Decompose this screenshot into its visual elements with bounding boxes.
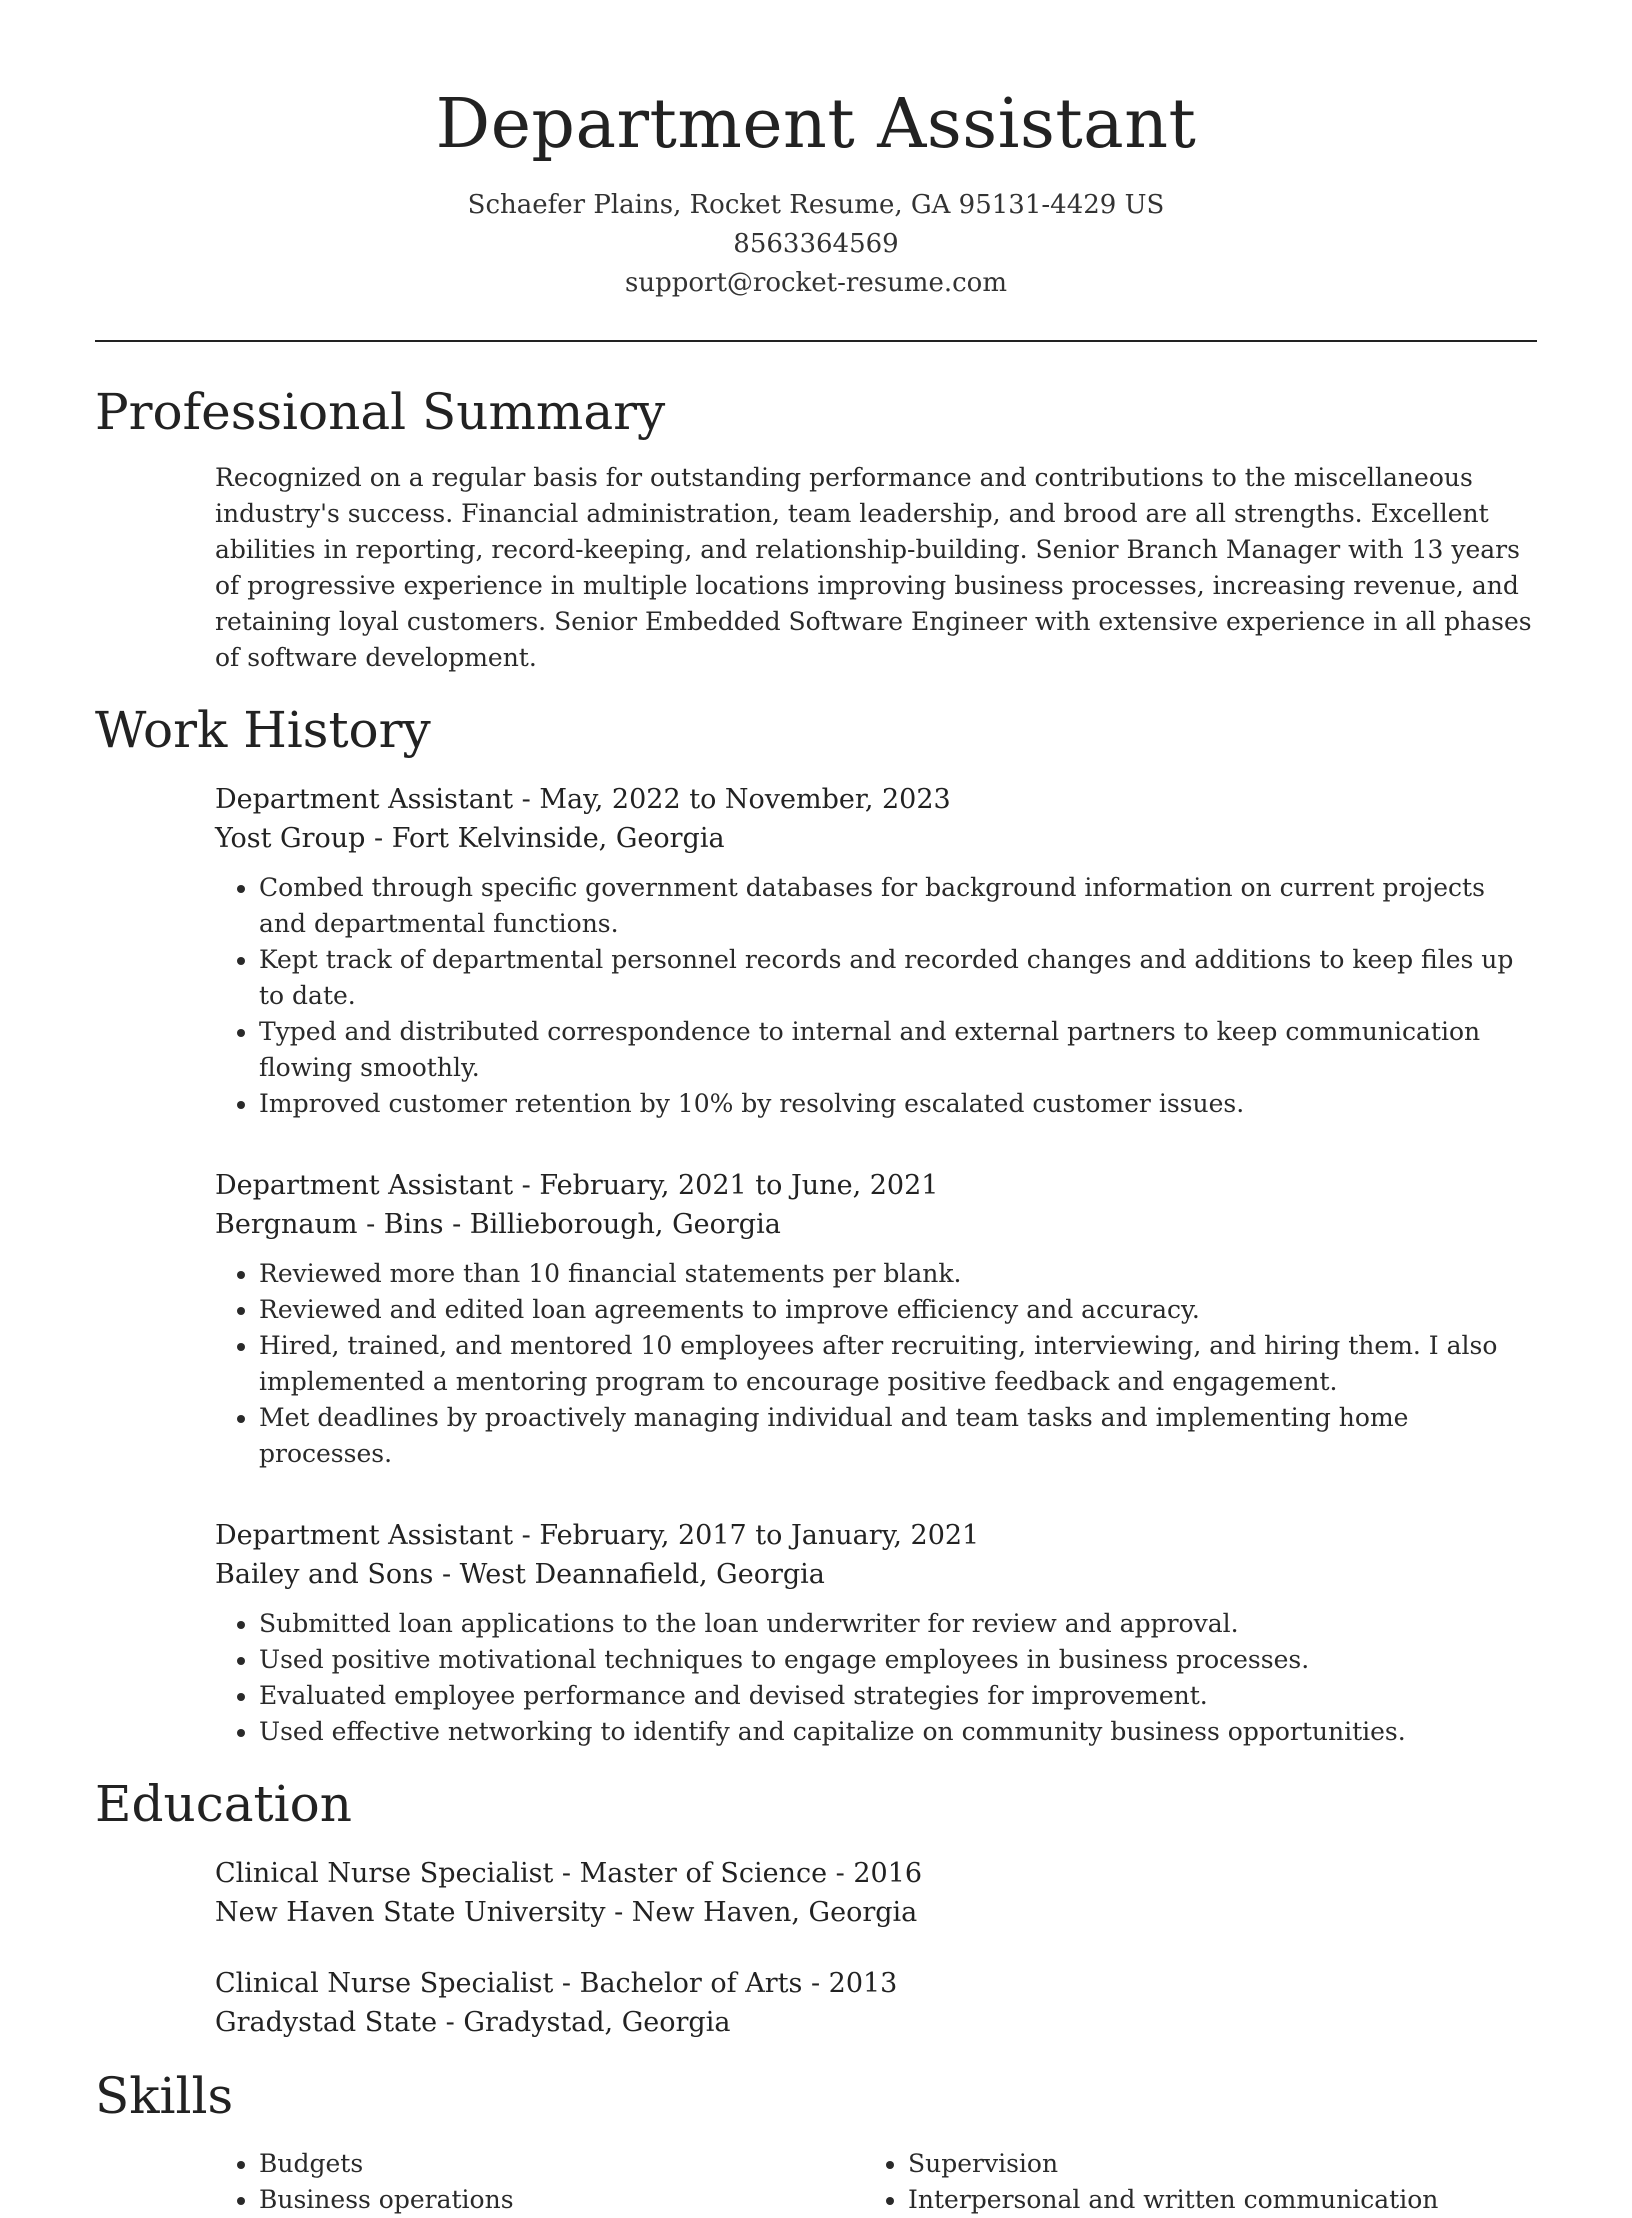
job-company-line: [215, 1555, 1537, 1594]
contact-block: [95, 186, 1537, 303]
degree-line: [215, 1854, 1537, 1893]
job-dates: - May, 2022 to November, 2023: [513, 783, 951, 815]
job-location: - Billieborough, Georgia: [443, 1208, 781, 1240]
degree: Clinical Nurse Specialist - Bachelor of Arts: [215, 1967, 803, 1999]
job-bullet: • Hired, trained, and mentored 10 employees after recruiting, interviewing, and hiring them. I also implemented a mentoring program to encourage positive feedback and engagement.: [259, 1328, 1537, 1400]
job-entry: [215, 780, 1537, 1122]
job-location: - West Deannafield, Georgia: [433, 1558, 825, 1590]
school-line: [215, 2003, 1537, 2042]
candidate-name: Department Assistant: [435, 85, 1197, 164]
job-dates: - February, 2021 to June, 2021: [513, 1169, 939, 1201]
job-bullet: • Used positive motivational techniques to engage employees in business processes.: [259, 1642, 1537, 1678]
job-bullet: • Used effective networking to identify and capitalize on community business opportunities.: [259, 1714, 1537, 1750]
summary-text: Recognized on a regular basis for outstanding performance and contributions to the miscellaneous industry's success. Financial administration, team leadership, and brood are all strengths. Excellent abilities in reporting, record-keeping, and relationship-building. Senior Branch Manager with 13 years of progressive experience in multiple locations improving business processes, increasing revenue, and retaining loyal customers. Senior Embedded Software Engineer with extensive experience in all phases of software development.: [215, 462, 1532, 672]
job-dates: - February, 2017 to January, 2021: [513, 1519, 980, 1551]
education-heading: Education: [95, 1774, 352, 1833]
resume-header: [95, 0, 1537, 303]
work-history-heading: Work History: [95, 700, 431, 759]
skill-item: • Business operations: [259, 2182, 864, 2218]
graduation-year: - 2016: [827, 1857, 923, 1889]
job-company: Bailey and Sons: [215, 1558, 434, 1590]
job-title-line: [215, 1516, 1537, 1555]
job-bullet: • Submitted loan applications to the loan underwriter for review and approval.: [259, 1606, 1537, 1642]
job-bullets: [215, 1256, 1537, 1472]
school-name: Gradystad State: [215, 2006, 438, 2038]
skills-heading: Skills: [95, 2066, 234, 2125]
job-title-line: [215, 1166, 1537, 1205]
job-bullet: • Improved customer retention by 10% by resolving escalated customer issues.: [259, 1086, 1537, 1122]
skills-right-column: [864, 2146, 1513, 2218]
job-entry: [215, 1166, 1537, 1472]
job-bullets: [215, 870, 1537, 1122]
job-bullet: • Met deadlines by proactively managing individual and team tasks and implementing home processes.: [259, 1400, 1537, 1472]
job-company: Yost Group: [215, 822, 366, 854]
work-history-section: [95, 700, 1537, 1750]
job-company: Bergnaum - Bins: [215, 1208, 444, 1240]
contact-phone: 8563364569: [733, 228, 899, 259]
skills-columns: [215, 2146, 1537, 2218]
job-title: Department Assistant: [215, 783, 514, 815]
job-bullet: • Kept track of departmental personnel records and recorded changes and additions to keep files up to date.: [259, 942, 1537, 1014]
job-title: Department Assistant: [215, 1169, 514, 1201]
job-bullet: • Combed through specific government databases for background information on current projects and departmental functions.: [259, 870, 1537, 942]
job-bullet: • Reviewed more than 10 financial statements per blank.: [259, 1256, 1537, 1292]
contact-address: Schaefer Plains, Rocket Resume, GA 95131-4429 US: [467, 189, 1165, 220]
job-entry: [215, 1516, 1537, 1750]
education-entry: [215, 1964, 1537, 2042]
school-line: [215, 1893, 1537, 1932]
job-bullet: • Typed and distributed correspondence to internal and external partners to keep communication flowing smoothly.: [259, 1014, 1537, 1086]
school-name: New Haven State University: [215, 1896, 606, 1928]
job-title: Department Assistant: [215, 1519, 514, 1551]
school-location: - New Haven, Georgia: [605, 1896, 918, 1928]
skill-item: • Budgets: [259, 2146, 864, 2182]
job-company-line: [215, 819, 1537, 858]
degree: Clinical Nurse Specialist - Master of Science: [215, 1857, 828, 1889]
job-company-line: [215, 1205, 1537, 1244]
contact-email: support@rocket-resume.com: [624, 267, 1007, 298]
graduation-year: - 2013: [802, 1967, 898, 1999]
degree-line: [215, 1964, 1537, 2003]
skills-left-column: [215, 2146, 864, 2218]
skill-item: • Supervision: [908, 2146, 1513, 2182]
education-section: [95, 1774, 1537, 2042]
summary-section: [95, 382, 1537, 676]
job-bullet: • Evaluated employee performance and devised strategies for improvement.: [259, 1678, 1537, 1714]
job-bullets: [215, 1606, 1537, 1750]
job-title-line: [215, 780, 1537, 819]
skill-item: • Interpersonal and written communication: [908, 2182, 1513, 2218]
skills-section: [95, 2066, 1537, 2218]
education-entry: [215, 1854, 1537, 1932]
summary-heading: Professional Summary: [95, 382, 666, 441]
school-location: - Gradystad, Georgia: [437, 2006, 731, 2038]
job-location: - Fort Kelvinside, Georgia: [365, 822, 725, 854]
job-bullet: • Reviewed and edited loan agreements to improve efficiency and accuracy.: [259, 1292, 1537, 1328]
header-divider: [95, 340, 1537, 342]
